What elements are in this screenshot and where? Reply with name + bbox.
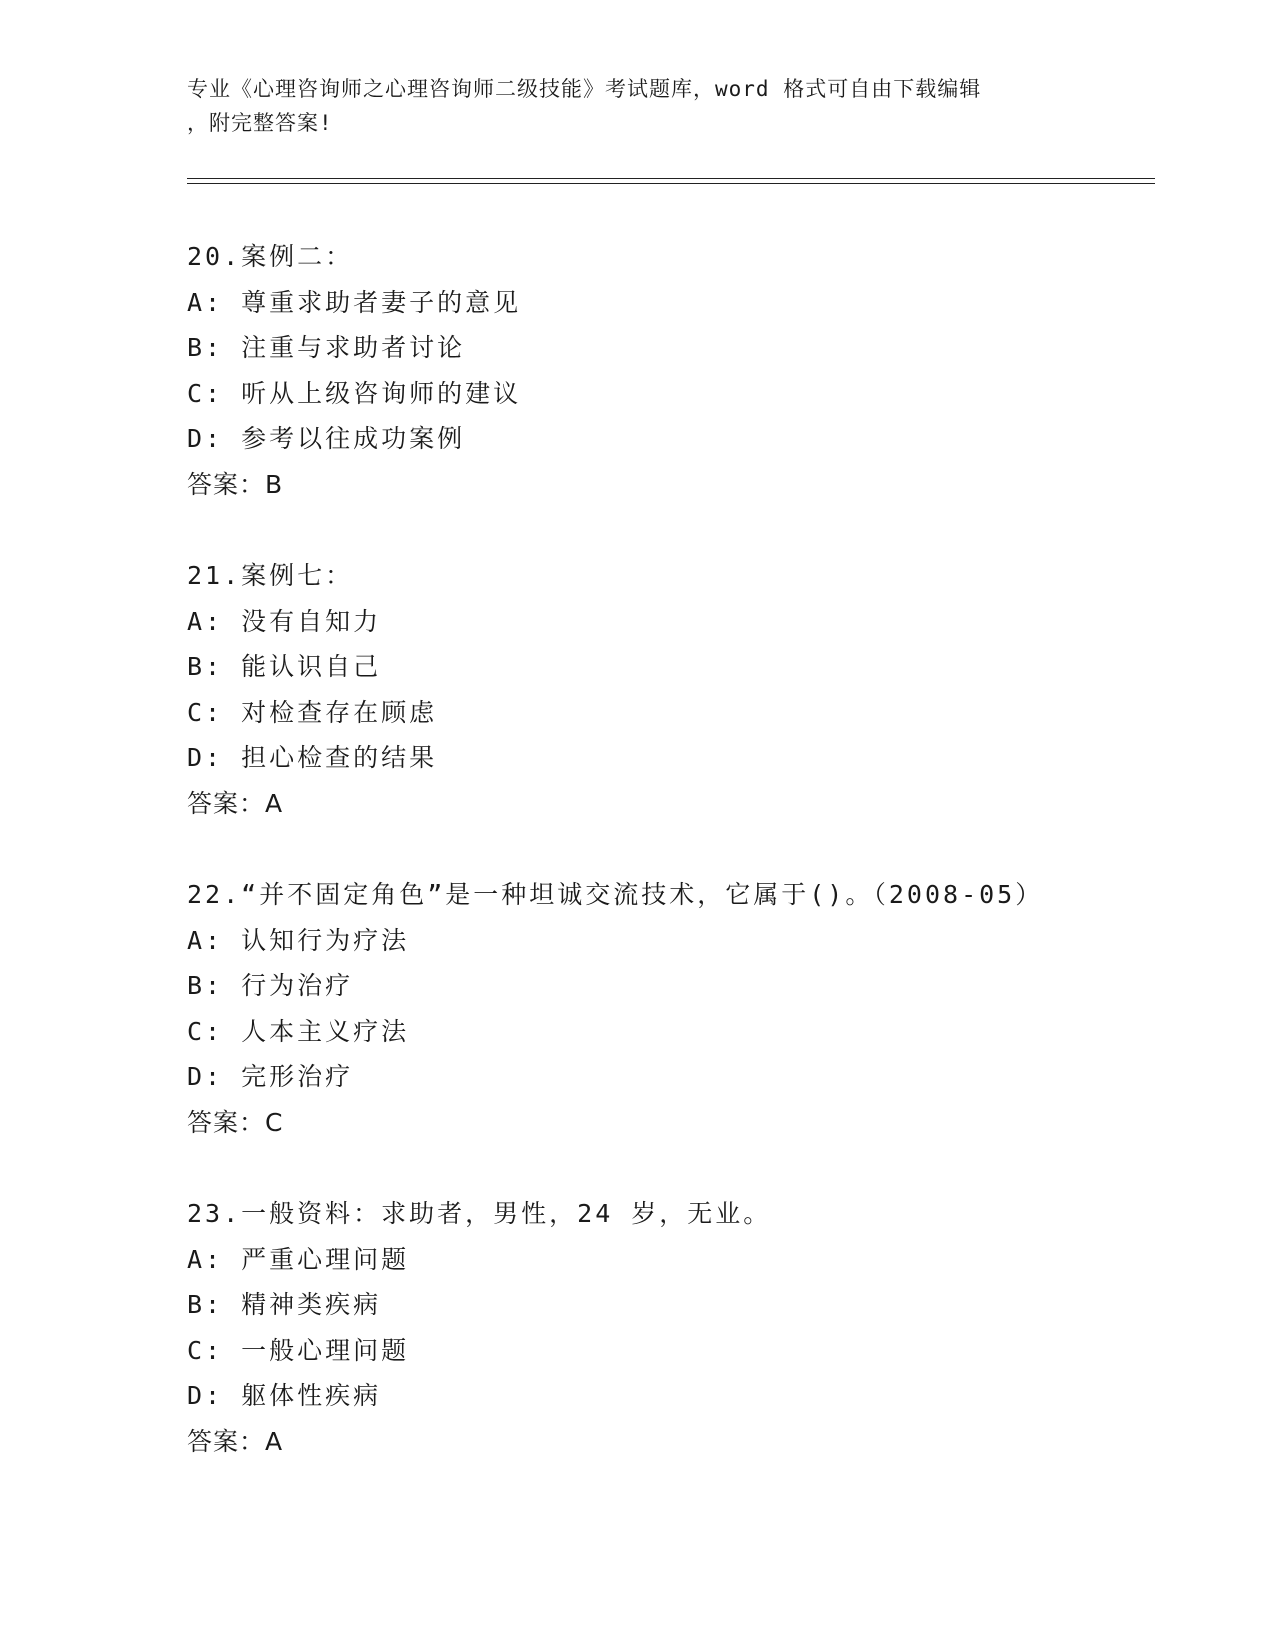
option-b: B: 注重与求助者讨论: [187, 333, 466, 363]
option-d: D: 担心检查的结果: [187, 743, 438, 773]
header-divider-bottom: [187, 183, 1155, 184]
document-header: [187, 72, 1087, 140]
answer: 答案：B: [187, 469, 284, 499]
option-c: C: 一般心理问题: [187, 1335, 410, 1365]
option-a: A: 认知行为疗法: [187, 925, 410, 955]
option-c: C: 人本主义疗法: [187, 1016, 410, 1046]
question-22: [187, 872, 1127, 1146]
question-23: [187, 1191, 1127, 1465]
question-stem: 21.案例七：: [187, 561, 354, 590]
question-20: [187, 234, 1127, 508]
answer: 答案：C: [187, 1107, 284, 1137]
answer: 答案：A: [187, 1426, 284, 1456]
question-stem: 22.“并不固定角色”是一种坦诚交流技术，它属于()。（2008-05）: [187, 880, 1044, 909]
option-a: A: 严重心理问题: [187, 1244, 410, 1274]
option-b: B: 能认识自己: [187, 652, 382, 682]
answer: 答案：A: [187, 788, 284, 818]
question-21: [187, 553, 1127, 827]
option-d: D: 参考以往成功案例: [187, 424, 466, 454]
option-c: C: 听从上级咨询师的建议: [187, 378, 522, 408]
question-stem: 23.一般资料：求助者，男性，24 岁，无业。: [187, 1199, 772, 1228]
option-a: A: 没有自知力: [187, 606, 382, 636]
option-b: B: 精神类疾病: [187, 1290, 382, 1320]
option-d: D: 完形治疗: [187, 1062, 354, 1092]
header-divider-top: [187, 178, 1155, 179]
option-b: B: 行为治疗: [187, 971, 354, 1001]
option-d: D: 躯体性疾病: [187, 1381, 382, 1411]
question-stem: 20.案例二：: [187, 242, 354, 271]
header-line-1: 专业《心理咨询师之心理咨询师二级技能》考试题库，word 格式可自由下载编辑: [187, 77, 982, 101]
header-line-2: ，附完整答案!: [187, 111, 333, 135]
option-a: A: 尊重求助者妻子的意见: [187, 287, 522, 317]
option-c: C: 对检查存在顾虑: [187, 697, 438, 727]
